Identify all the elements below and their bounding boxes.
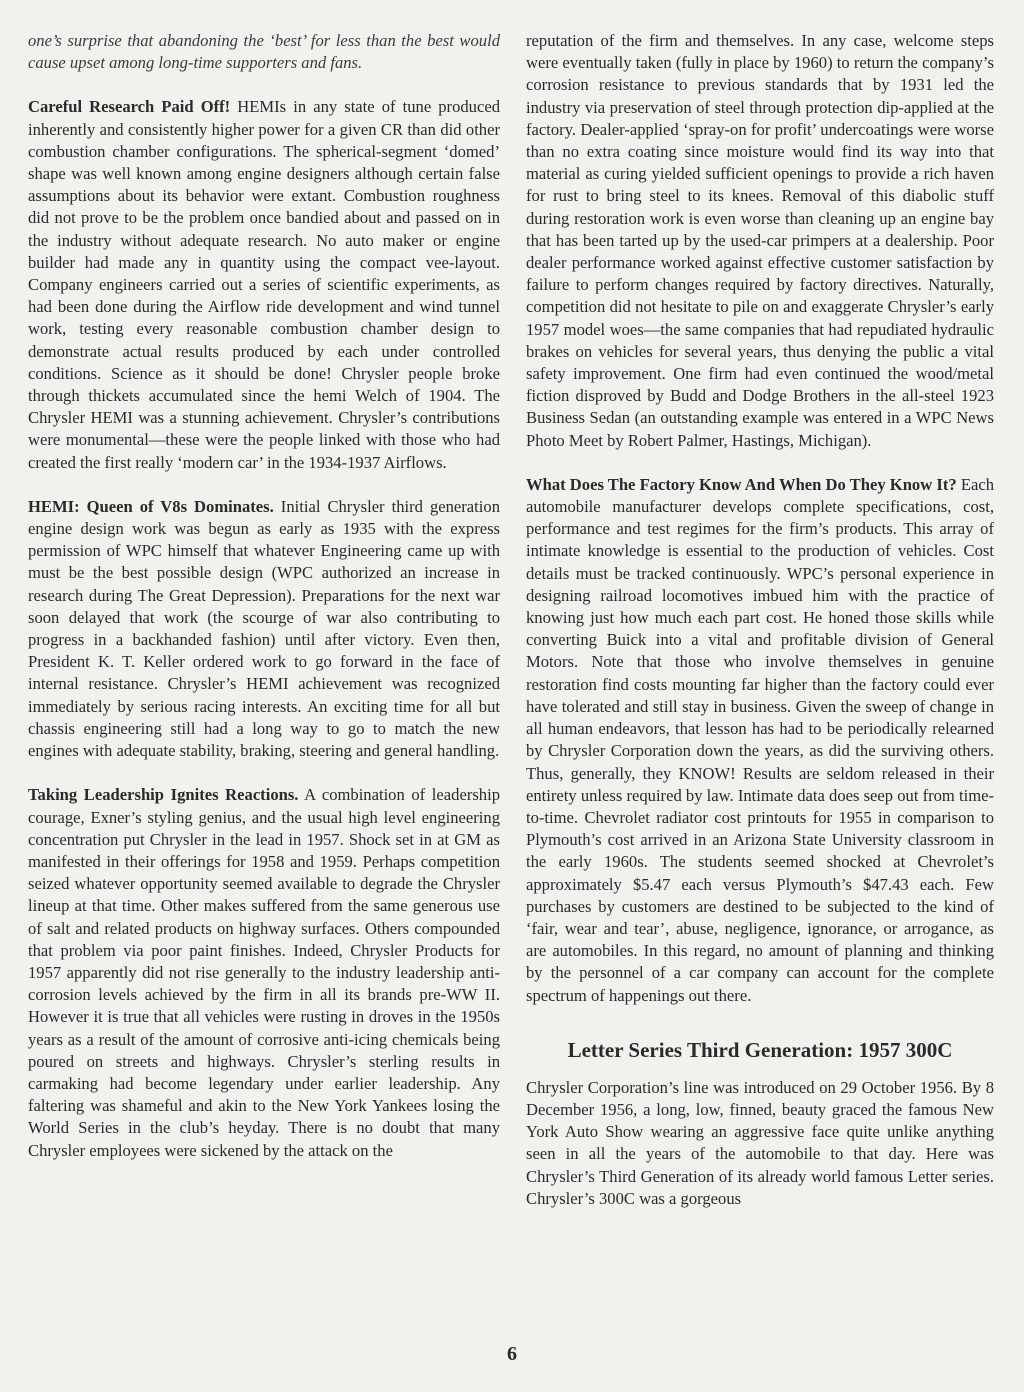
section-factory-knowledge (526, 474, 994, 1007)
right-column (526, 30, 994, 1210)
section-heading: HEMI: Queen of V8s Dominates. (28, 496, 274, 516)
paragraph-gap (526, 1007, 994, 1029)
page-number: 6 (507, 1343, 517, 1365)
section-heading: What Does The Factory Know And When Do They Know It? (526, 474, 957, 494)
section-title-letter-series: Letter Series Third Generation: 1957 300C (567, 1037, 953, 1062)
section-body: Initial Chrysler third generation engine design work was begun as early as 1935 with the express permission of WPC himself that whatever Engineering came up with must be the best possible design (WPC authorized an increase in research during The Great Depression). Preparations for the next war soon delayed that work (the scourge of war also contributing to progress in a backhanded fashion) until after victory. Even then, President K. T. Keller ordered work to go forward in the face of internal resistance. Chrysler’s HEMI achievement was recognized immediately by serious racing interests. An exciting time for all but chassis engineering still had a long way to go to match the new engines with adequate stability, braking, steering and general handling. (28, 496, 500, 761)
section-careful-research (28, 96, 500, 473)
closing-paragraph: Chrysler Corporation’s line was introduced on 29 October 1956. By 8 December 1956, a long, low, finned, beauty graced the famous New York Auto Show wearing an aggressive face quite unlike anything seen in all the years of the automobile to that day. Here was Chrysler’s Third Generation of its already world famous Letter series. Chrysler’s 300C was a gorgeous (526, 1077, 994, 1208)
section-hemi-queen (28, 496, 500, 762)
paragraph-gap (28, 74, 500, 96)
section-taking-leadership (28, 784, 500, 1161)
paragraph-gap (28, 762, 500, 784)
continuation-paragraph: reputation of the firm and themselves. In any case, welcome steps were eventually taken (fully in place by 1960) to return the company’s corrosion resistance to previous standards that by 1931 led the industry via preservation of steel through protection dip-applied at the factory. Dealer-applied ‘spray-on for profit’ undercoatings were worse than no extra coating since moisture would find its way into that material as curing yielded sufficient openings to provide a rich haven for rust to bring steel to its knees. Removal of this diabolic stuff during restoration work is even worse than cleaning up an engine bay that has been tarted up by the used-car primpers at a dealership. Poor dealer performance worked against effective customer satisfaction by failure to perform changes required by factory directives. Naturally, competition did not hesitate to pile on and exaggerate Chrysler’s early 1957 model woes—the same companies that had repudiated hydraulic brakes on vehicles for several years, thus denying the public a vital safety improvement. One firm had even continued the wood/metal fiction disproved by Budd and Dodge Brothers in the all-steel 1923 Business Sedan (an outstanding example was entered in a WPC News Photo Meet by Robert Palmer, Hastings, Michigan). (526, 31, 994, 450)
left-column (28, 30, 500, 1162)
paragraph-gap (526, 452, 994, 474)
section-body: A combination of leadership courage, Exner’s styling genius, and the usual high level engineering concentration put Chrysler in the lead in 1957. Shock set in at GM as manifested in their offerings for 1958 and 1959. Perhaps competition seized whatever opportunity seemed available to degrade the Chrysler lineup at that time. Other makes suffered from the same generous use of salt and related products on highway surfaces. Others compounded that problem via poor paint finishes. Indeed, Chrysler Products for 1957 apparently did not rise generally to the industry leadership anti-corrosion levels achieved by the firm in all its brands pre-WW II. However it is true that all vehicles were rusting in droves in the 1950s years as a result of the amount of corrosive anti-icing chemicals being poured on streets and highways. Chrysler’s sterling results in carmaking had become legendary under earlier leadership. Any faltering was shameful and akin to the New York Yankees losing the World Series in the club’s heyday. There is no doubt that many Chrysler employees were sickened by the attack on the (28, 785, 501, 1160)
section-body: Each automobile manufacturer develops complete specifications, cost, performance and test regimes for the firm’s products. This array of intimate knowledge is essential to the production of vehicles. Cost details must be tracked continuously. WPC’s personal experience in designing railroad locomotives imbued him with the practice of knowing just how much each part cost. He honed those skills while converting Buick into a vital and profitable division of General Motors. Note that those who involve themselves in genuine restoration find costs mounting far higher than the factory could ever have tolerated and still stay in business. Given the sweep of change in all human endeavors, that lesson has had to be periodically relearned by Chrysler Corporation down the years, as did the surviving others. Thus, generally, they KNOW! Results are seldom released in their entirety unless required by law. Intimate data does seep out from time-to-time. Chevrolet radiator cost printouts for 1955 in comparison to Plymouth’s cost arrived in an Arizona State University classroom in the early 1960s. The students seemed shocked at Chevrolet’s approximately $5.47 each versus Plymouth’s $47.43 each. Few purchases by customers are destined to be subjected to the kind of ‘fair, wear and tear’, abuse, negligence, ignorance, or arrogance, as are automobiles. In this regard, no amount of planning and thinking by the personnel of a car company can account for the complete spectrum of happenings out there. (526, 474, 995, 1005)
paragraph-gap (28, 474, 500, 496)
section-body: HEMIs in any state of tune produced inherently and consistently higher power for a given CR than did other combustion chamber configurations. The spherical-segment ‘domed’ shape was well known among engine designers although certain false assumptions about its behavior were extant. Combustion roughness did not prove to be the problem once bandied about and passed on in the industry without adequate research. No auto maker or engine builder had made any in quantity using the compact vee-layout. Company engineers carried out a series of scientific experiments, as had been done during the Airflow ride development and wind tunnel work, testing every reasonable combustion chamber design to demonstrate actual results produced by each under controlled conditions. Science as it should be done! Chrysler people broke through thickets accumulated since the hemi Welch of 1904. The Chrysler HEMI was a stunning achievement. Chrysler’s contributions were monumental—these were the people linked with those who had created the first really ‘modern car’ in the 1934-1937 Airflows. (28, 97, 501, 472)
section-heading: Taking Leadership Ignites Reactions. (28, 785, 299, 805)
section-heading: Careful Research Paid Off! (28, 97, 231, 117)
intro-italic-paragraph: one’s surprise that abandoning the ‘best’ for less than the best would cause upset among long-time supporters and fans. (28, 31, 500, 73)
